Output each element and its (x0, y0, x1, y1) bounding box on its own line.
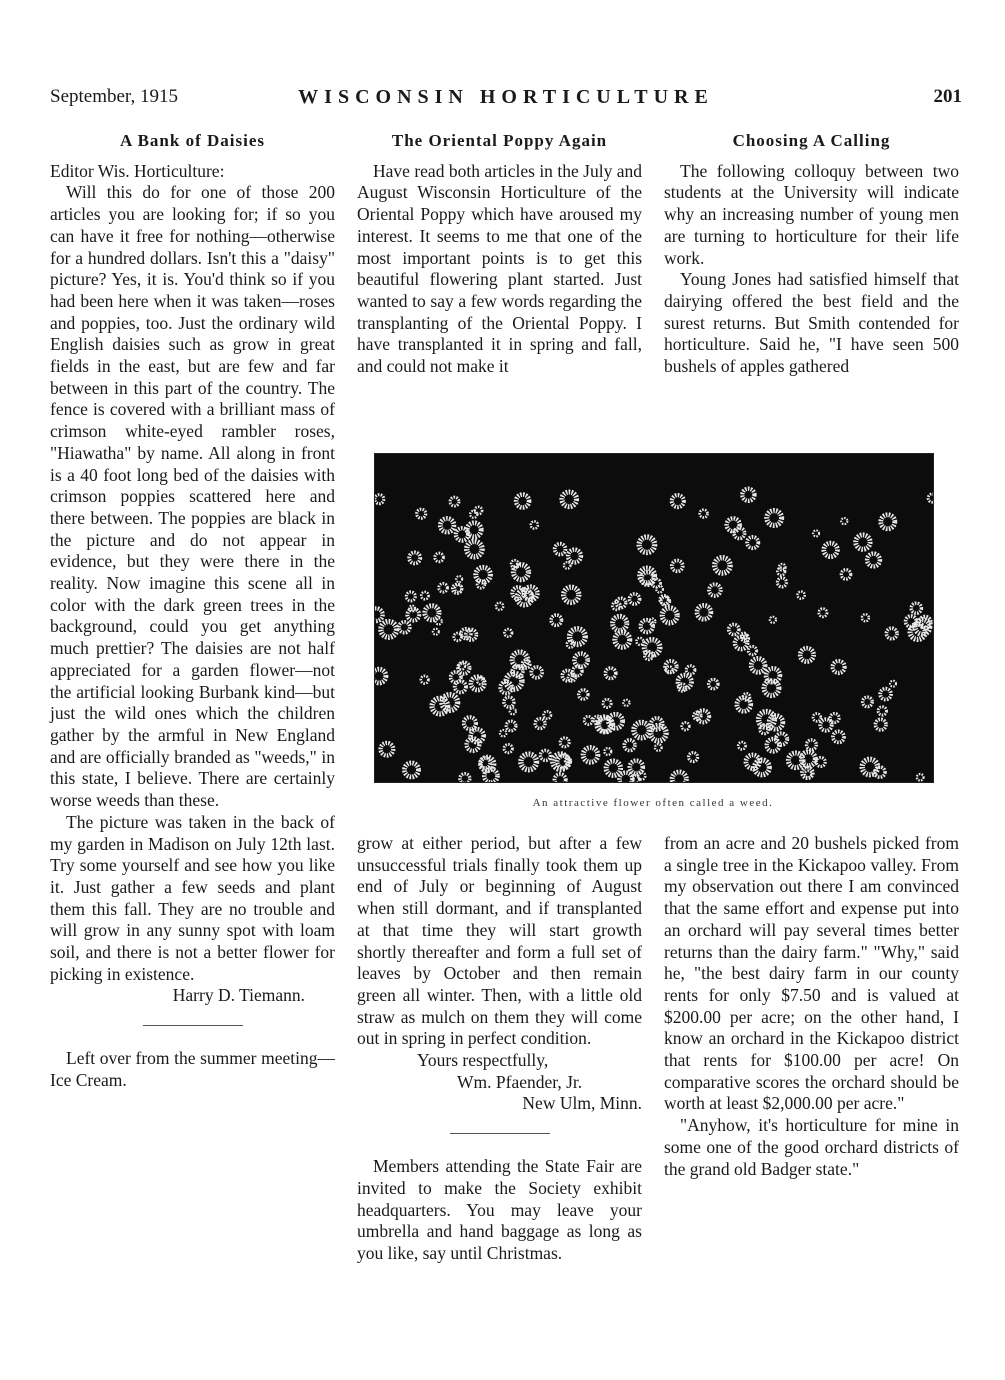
poppy-author: Wm. Pfaender, Jr. (457, 1071, 583, 1092)
calling-article-bottom (664, 833, 959, 1180)
calling-paragraph-1: The following colloquy between two students at the University will indicate why an increasing number of young men are turning to horticulture for their life work. (664, 160, 959, 268)
daisies-paragraph-1: Will this do for one of those 200 articles you are looking for; if so you can have it free for nothing—otherwise for a hundred dollars. Isn't this a "daisy" picture? Yes, it is. You'd think so if you had been here when it was taken—roses and poppies, too. Just the ordinary wild English daisies such as grow in great fields in the east, but are few and far between in this part of the country. The fence is covered with a brilliant mass of crimson white-eyed rambler roses, "Hiawatha" by name. All along in front is a 40 foot long bed of the daisies with crimson poppies scattered here and there between. The poppies are black in the picture and do not appear in evidence, but they were there in the reality. Now imagine this scene all in color with the dark green trees in the background, could you get anything much prettier? The daisies are not half appreciated for a garden flower—not the artificial looking Burbank kind—but just the wild ones which the children gather by the armful in New England and are officially branded as "weeds," in this state, I believe. There are certainly worse weeds than these. (50, 182, 335, 811)
poppy-article-bottom (357, 833, 642, 1265)
ice-cream-note: Left over from the summer meeting—Ice Cream. (50, 1048, 335, 1090)
photo-caption: An attractive flower often called a weed. (532, 797, 774, 809)
page-header (50, 86, 962, 114)
divider (143, 1025, 243, 1026)
poppy-article-top (357, 130, 642, 378)
daisies-photo (374, 453, 934, 783)
calling-paragraph-3: "Anyhow, it's horticulture for mine in some one of the good orchard districts of the grand old Badger state." (664, 1115, 959, 1179)
poppy-closing: Yours respectfully, (417, 1050, 549, 1071)
daisies-photo-image (375, 454, 933, 782)
calling-title: Choosing A Calling (732, 131, 891, 150)
daisies-article (50, 130, 335, 1092)
daisies-paragraph-2: The picture was taken in the back of my garden in Madison on July 12th last. Try some yourself and see how you like it. Just gather a few seeds and plant them this fall. They are no trouble and will grow in any sunny spot with loam soil, and there is not a better flower for picking in existence. (50, 811, 335, 984)
page-number: 201 (933, 86, 962, 107)
state-fair-notice: Members attending the State Fair are invited to make the Society exhibit headquarters. You may leave your umbrella and hand baggage as long as you like, say until Christmas. (357, 1156, 642, 1263)
daisies-salutation: Editor Wis. Horticulture: (50, 160, 225, 181)
poppy-paragraph-1b: grow at either period, but after a few unsuccessful trials finally took them up end of July or beginning of August when still dormant, and if transplanted at that time they will start growth shortly thereafter and form a full set of leaves by October and then remain green all winter. Then, with a little old straw as mulch on them they will come out in spring in perfect condition. (357, 833, 642, 1049)
poppy-paragraph-1a: Have read both articles in the July and August Wisconsin Horticulture of the Oriental Poppy which have aroused my interest. It seems to me that one of the most important points is to get this beautiful flowering plant started. Just wanted to say a few words regarding the transplanting of the Oriental Poppy. I have transplanted it in spring and fall, and could not make it (357, 160, 642, 377)
daisies-title: A Bank of Daisies (120, 131, 265, 150)
calling-paragraph-2b: from an acre and 20 bushels picked from a single tree in the Kickapoo valley. From my observation out there I am convinced that the same effort and expense put into an orchard will pay several times better returns than the dairy farm." "Why," said he, "the best dairy farm in our county rents for only $7.50 and is valued at $200.00 per acre; on the other hand, I know an orchard in the Kickapoo district that rents for $100.00 per acre! On comparative scores the orchard should be worth at least $2,000.00 per acre." (664, 833, 959, 1114)
issue-date: September, 1915 (50, 86, 178, 107)
poppy-title: The Oriental Poppy Again (391, 131, 608, 150)
calling-paragraph-2a: Young Jones had satisfied himself that dairying offered the best field and the surest returns. But Smith contended for horticulture. Said he, "I have seen 500 bushels of apples gathered (664, 269, 959, 377)
poppy-place: New Ulm, Minn. (522, 1093, 642, 1114)
calling-article-top (664, 130, 959, 378)
daisies-signature: Harry D. Tiemann. (172, 985, 305, 1006)
divider (450, 1133, 550, 1134)
journal-title: WISCONSIN HORTICULTURE (298, 86, 714, 108)
